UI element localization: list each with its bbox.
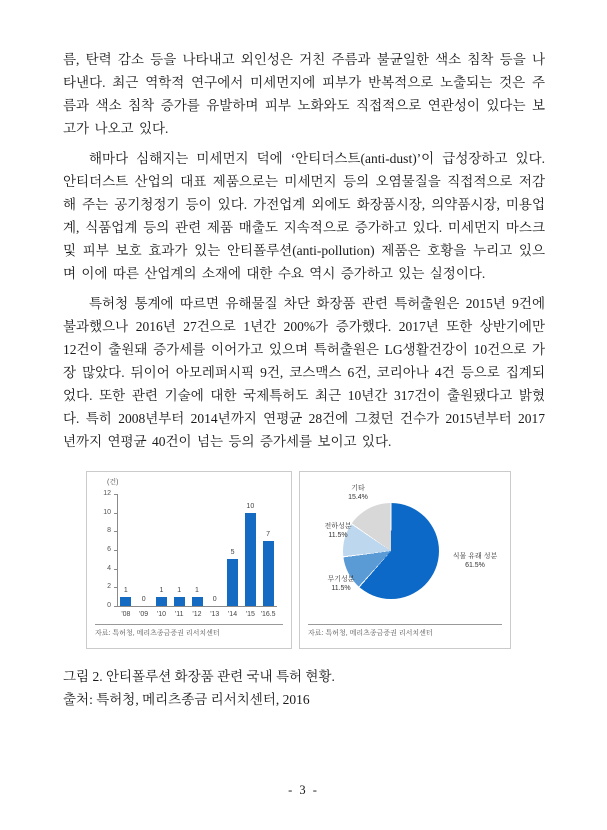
bar-chart-plot — [95, 488, 283, 622]
bar-value: 7 — [266, 530, 271, 538]
x-label: '11 — [174, 611, 184, 618]
bar — [120, 597, 131, 606]
pie-chart-box — [299, 471, 511, 649]
ytick-mark — [114, 494, 117, 495]
bar-value: 1 — [195, 586, 199, 594]
x-label: '10 — [156, 611, 166, 618]
x-label: '16.5 — [260, 611, 276, 618]
bar-chart-box — [86, 471, 292, 649]
ytick-label: 8 — [107, 527, 111, 535]
ytick-label: 6 — [107, 546, 111, 553]
bar-value: 1 — [123, 586, 128, 594]
ytick-mark — [114, 513, 117, 514]
pie-slice-label: 기타 15.4% — [348, 485, 368, 501]
ytick-label: 2 — [107, 583, 111, 591]
pie-slice-label: 무기성분 11.5% — [327, 576, 355, 592]
bar-value: 0 — [212, 596, 217, 603]
figure-caption — [63, 665, 607, 711]
bar — [156, 597, 167, 606]
ytick-mark — [114, 550, 117, 551]
bar — [227, 559, 238, 606]
bar — [192, 597, 203, 606]
ytick-label: 12 — [103, 490, 111, 497]
x-label: '15 — [245, 611, 255, 618]
page-number: - 3 - — [288, 783, 319, 797]
paragraph-3: 특허청 통계에 따르면 유해물질 차단 화장품 관련 특허출원은 2015년 9건에 불과했으나 2016년 27건으로 1년간 200%가 증가했다. 2017년 또한 상반기에만 12건이 출원돼 증가세를 이어가고 있으며 특허출원은 LG생활건강이 10건으로 가장 많았다. 뒤이어 아모레퍼시픽 9건, 코스맥스 6건, 코리아나 4건 등으로 집계되었다. 또한 관련 기술에 대한 국제특허도 최근 10년간 317건이 출원됐다고 밝혔다. 특히 2008년부터 2014년까지 연평균 28건에 그쳤던 건수가 2015년부터 2017년까지 연평균 40건이 넘는 등의 증가세를 보이고 있다. — [63, 296, 545, 449]
ytick-label: 10 — [103, 508, 111, 516]
bar-chart-unit-label: (건) — [107, 479, 119, 486]
axis-line — [117, 606, 277, 607]
bar — [245, 513, 256, 606]
ytick-mark — [114, 569, 117, 570]
bar — [174, 597, 185, 606]
ytick-label: 4 — [107, 564, 111, 572]
paragraph-1: 름, 탄력 감소 등을 나타내고 외인성은 거친 주름과 불균일한 색소 침착 등을 나타낸다. 최근 역학적 연구에서 미세먼지에 피부가 반복적으로 노출되는 것은 주름과 색소 침착 증가를 유발하며 피부 노화와도 직접적으로 연관성이 있다는 보고가 나오고 있다. — [63, 52, 545, 136]
ytick-mark — [114, 531, 117, 532]
figure-caption-source: 출처: 특허청, 메리츠종금 리서치센터, 2016 — [63, 692, 310, 707]
x-label: '08 — [121, 611, 131, 618]
bar — [263, 541, 274, 606]
bar-value: 1 — [159, 586, 164, 594]
ytick-label: 0 — [107, 602, 111, 609]
pie-chart-plot — [308, 478, 502, 622]
bar-value: 5 — [230, 549, 235, 557]
pie-slice-label: 전하성분 11.5% — [324, 523, 352, 539]
paragraph-2: 해마다 심해지는 미세먼지 덕에 ‘안티더스트(anti-dust)’이 급성장하고 있다. 안티더스트 산업의 대표 제품으로는 미세먼지 등의 오염물질을 직접적으로 저감해 주는 공기청정기 등이 있다. 가전업계 외에도 화장품시장, 의약품시장, 미용업계, 식품업계 등의 관련 제품 매출도 지속적으로 증가하고 있다. 미세먼지 마스크 및 피부 보호 효과가 있는 안티폴루션(anti-pollution) 제품은 호황을 누리고 있으며 이에 따른 산업계의 소재에 대한 수요 역시 증가하고 있는 실정이다. — [63, 151, 545, 281]
pie-chart-source: 자료: 특허청, 메리츠종금증권 리서치센터 — [308, 630, 433, 637]
figure-caption-title: 그림 2. 안티폴루션 화장품 관련 국내 특허 현황. — [63, 669, 335, 684]
x-label: '14 — [227, 611, 238, 618]
bar-chart-source: 자료: 특허청, 메리츠종금증권 리서치센터 — [95, 630, 220, 637]
bar-value: 1 — [177, 586, 182, 594]
ytick-mark — [114, 606, 117, 607]
pie-slice-label: 식물 유래 성분 61.5% — [452, 553, 498, 569]
bar-value: 10 — [246, 502, 255, 510]
x-label: '12 — [192, 611, 202, 618]
x-label: '09 — [139, 611, 149, 618]
bar-value: 0 — [141, 596, 146, 603]
figure-charts — [86, 471, 607, 649]
x-label: '13 — [210, 611, 220, 618]
